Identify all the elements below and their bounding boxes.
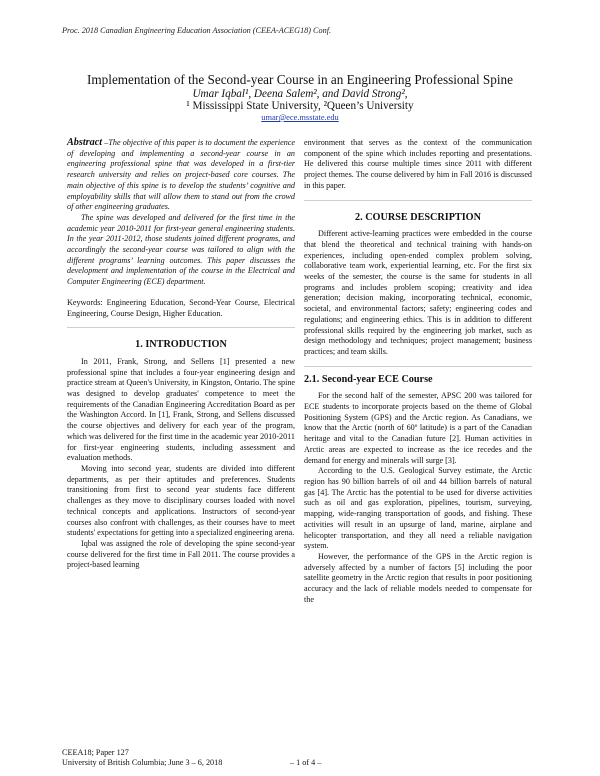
running-head: Proc. 2018 Canadian Engineering Education Association (CEEA-ACEG18) Conf. — [62, 26, 332, 35]
section-divider — [304, 366, 532, 367]
author-list: Umar Iqbal¹, Deena Salem², and David Strong², — [192, 88, 408, 100]
ece-course-heading: 2.1. Second-year ECE Course — [304, 373, 433, 385]
ece-course-paragraph-1: For the second half of the semester, APSC 200 was tailored for ECE students to incorporate projects based on the theme of Global Positioning System (GPS) and the Arctic region. As Canadians, we know that the Arctic (north of 60º latitude) is a part of the Canadian heritage and vital to the Canadian future [2]. Human activities in Arctic areas are expected to increase as the ice recedes and the demand for energy and minerals will surge [3]. — [304, 391, 532, 465]
course-description-paragraph: Different active-learning practices were embedded in the course that blend the theoretical and technical training with hands-on experiences, including open-ended complex problem solving, collaborative team work, experiential learning, etc. For the first six weeks of the semester, the course is the same for students in all programs and includes problem scoping; creativity and idea generation; decision making, incorporating technical, economic, societal, and environmental factors; safety; engineering codes and regulations; and engineering ethics. This is in addition to different professional skills required by the engineering job market, such as design methodology and techniques; project management; business practices; and team skills. — [304, 229, 532, 356]
paper-title: Implementation of the Second-year Course in an Engineering Professional Spine — [87, 72, 513, 87]
ece-course-paragraph-3: However, the performance of the GPS in the Arctic region is adversely affected by a number of factors [5] including the poor satellite geometry in the Arctic region that results in poor positioning accuracy and the lack of reliable models needed to compensate for the — [304, 551, 532, 604]
introduction-paragraph-2: Moving into second year, students are divided into different departments, as per their aptitudes and preferences. Students transitioning from first to second year students face different challenges as they move to disciplinary courses loaded with novel technical concepts and applications. Instructors of second-year courses also confront with challenges, as their courses have to meet students' expectations for getting into a specialized engineering arena. — [67, 463, 295, 538]
abstract-label: Abstract — [67, 137, 103, 148]
abstract-paragraph-1 — [67, 138, 295, 213]
left-column — [67, 138, 295, 571]
introduction-paragraph-1: In 2011, Frank, Strong, and Sellens [1] presented a new professional spine that includes a four-year engineering design and practice stream at Queen's University, in Kingston, Ontario. The spine was designed to develop graduates' competence to meet the requirements of the Canadian Engineering Accreditation Board as per the Washington Accord. In [1], Frank, Strong, and Sellens discussed the course objectives and delivery for each year of the program, which was delivered for the first time in the academic year 2010-2011 for first-year engineering students, including assessment and evaluation methods. — [67, 356, 295, 463]
introduction-heading: 1. INTRODUCTION — [135, 339, 227, 351]
abstract-section — [67, 138, 295, 288]
introduction-continued: environment that serves as the context of the communication component of the spine which includes reporting and presentations. He delivered this course multiple times since 2011 with different project themes. The course delivered by him in Fall 2016 is discussed in this paper. — [304, 138, 532, 190]
ece-course-paragraph-2: According to the U.S. Geological Survey estimate, the Arctic region has 90 billion barrels of oil and 44 billion barrels of natural gas [4]. The Arctic has the potential to be used for diverse activities such as oil and gas exploration, pipelines, tourism, surveying, mapping, wide-ranging transportation of goods, and fishing. These activities will result in an upsurge of land, marine, airplane and helicopter transportation, and they all need a reliable navigation system. — [304, 466, 532, 551]
affiliations: ¹ Mississippi State University, ²Queen’s University — [186, 100, 414, 112]
footer — [62, 748, 222, 768]
page-number: – 1 of 4 – — [290, 758, 322, 767]
author-email-link[interactable]: umar@ece.msstate.edu — [261, 113, 339, 122]
abstract-text-1: –The objective of this paper is to document the experience of developing and implementing a second-year course in an engineering professional spine that was developed in a first-tier research university and relies on project-based core courses. The main objective of this spine is to develop the students’ cognitive and employability skills that will allow them to stand out from the crowd of other engineering graduates. — [67, 138, 295, 212]
abstract-paragraph-2: The spine was developed and delivered for the first time in the academic year 2010-2011 for first-year general engineering students. In the year 2011-2012, those students joined different programs, and accordingly the second-year course was tailored to align with the different programs’ learning outcomes. This paper discusses the development and implementation of the course in the Electrical and Computer Engineering (ECE) department. — [67, 212, 295, 287]
right-column — [304, 138, 532, 605]
footer-venue: University of British Columbia; June 3 – 6, 2018 — [62, 758, 223, 767]
introduction-paragraph-3: Iqbal was assigned the role of developing the spine second-year course delivered for the first time in Fall 2011. The course provides a project-based learning — [67, 538, 295, 570]
title-block — [0, 72, 600, 123]
course-description-heading: 2. COURSE DESCRIPTION — [355, 211, 481, 223]
section-divider — [67, 327, 295, 328]
footer-paper-id: CEEA18; Paper 127 — [62, 748, 129, 757]
section-divider — [304, 200, 532, 201]
keywords: Keywords: Engineering Education, Second-Year Course, Electrical Engineering, Course Design, Higher Education. — [67, 297, 295, 318]
